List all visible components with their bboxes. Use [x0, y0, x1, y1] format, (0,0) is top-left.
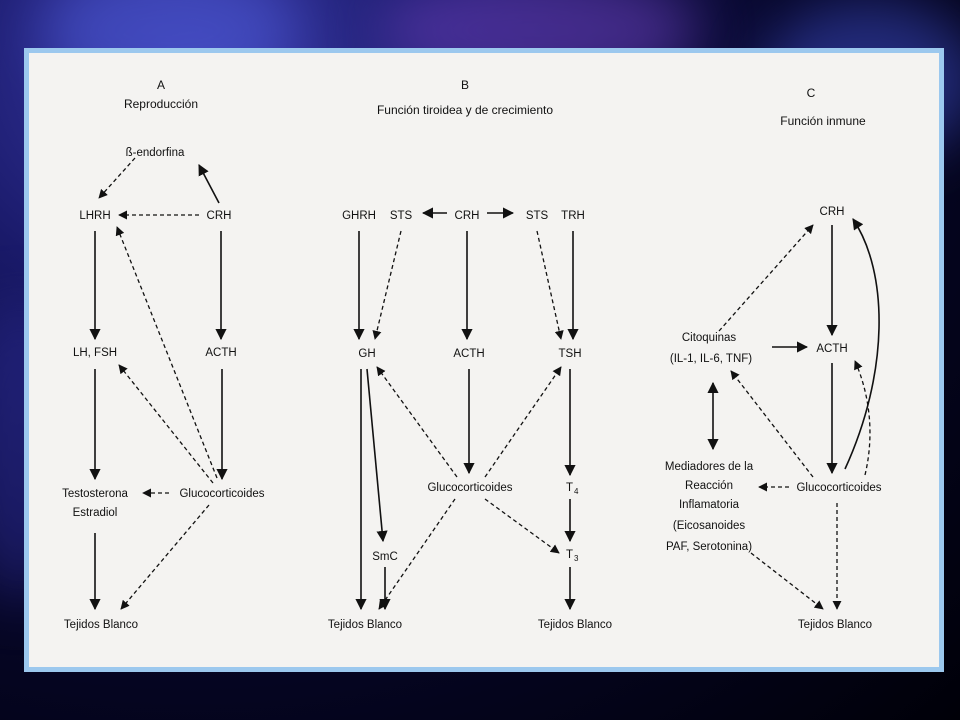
- node-trh: TRH: [561, 210, 585, 222]
- arrow-mediadores-tejidos: [751, 553, 823, 609]
- node-mediadores: Mediadores de la: [664, 461, 754, 473]
- arrow-gluco-lhfsh: [119, 365, 213, 483]
- node-citoquinas-il: (IL-1, IL-6, TNF): [669, 353, 753, 365]
- node-gh: GH: [358, 348, 376, 360]
- node-crh-c: CRH: [819, 206, 845, 218]
- node-glucocorticoides-c: Glucocorticoides: [796, 482, 882, 494]
- arrow-gluco-tejidos: [121, 505, 209, 609]
- node-crh-b: CRH: [454, 210, 480, 222]
- panel-a: [62, 78, 265, 631]
- node-glucocorticoides-b: Glucocorticoides: [427, 482, 513, 494]
- panel-c-title: Función inmune: [780, 114, 866, 128]
- node-acth-b: ACTH: [453, 348, 485, 360]
- node-lh-fsh: LH, FSH: [72, 347, 118, 359]
- node-testosterona: Testosterona: [62, 488, 128, 500]
- node-ghrh: GHRH: [342, 210, 376, 222]
- panel-a-letter: A: [156, 78, 166, 92]
- node-eicosanoides: (Eicosanoides: [672, 520, 746, 532]
- arrow-gh-smc: [367, 369, 383, 541]
- node-glucocorticoides-a: Glucocorticoides: [179, 488, 265, 500]
- node-sts-left: STS: [389, 210, 413, 222]
- arrow-gluco-lhrh: [117, 227, 217, 478]
- node-t3: T: [566, 549, 574, 561]
- arrow-sts-gh: [375, 231, 401, 339]
- panel-c: [665, 86, 882, 631]
- panel-b: [328, 78, 612, 631]
- hormone-diagram: [29, 53, 949, 677]
- node-t4: T: [566, 482, 574, 494]
- arrow-gluco-gh: [377, 367, 457, 477]
- arrow-gluco-t3: [485, 499, 559, 553]
- node-paf-serotonina: PAF, Serotonina): [665, 541, 753, 553]
- panel-b-letter: B: [460, 78, 470, 92]
- arrow-crh-endorfina: [199, 165, 219, 203]
- panel-c-letter: C: [806, 86, 816, 100]
- arrow-citoquinas-crh: [719, 225, 813, 331]
- node-tsh: TSH: [558, 348, 582, 360]
- node-inflamatoria: Inflamatoria: [678, 499, 740, 511]
- arrow-gluco-crh: [845, 219, 879, 469]
- node-tejidos-blanco-c: Tejidos Blanco: [797, 619, 873, 631]
- slide-frame: [24, 48, 944, 672]
- node-sts-right: STS: [525, 210, 549, 222]
- node-b-endorfina: ß-endorfina: [125, 147, 185, 159]
- node-reaccion: Reacción: [685, 480, 733, 492]
- arrow-sts-tsh: [537, 231, 561, 339]
- node-tejidos-blanco-b-left: Tejidos Blanco: [327, 619, 403, 631]
- node-t3-subscript: 3: [574, 554, 579, 563]
- node-citoquinas: Citoquinas: [681, 332, 737, 344]
- node-smc: SmC: [372, 551, 398, 563]
- node-lhrh: LHRH: [79, 210, 111, 222]
- panel-a-title: Reproducción: [123, 97, 199, 111]
- arrow-gluco-tsh: [485, 367, 561, 477]
- node-crh-a: CRH: [206, 210, 232, 222]
- node-tejidos-blanco-a: Tejidos Blanco: [63, 619, 139, 631]
- node-acth-c: ACTH: [816, 343, 848, 355]
- node-acth-a: ACTH: [205, 347, 237, 359]
- arrow-endorfina-lhrh: [99, 158, 135, 198]
- node-tejidos-blanco-b-right: Tejidos Blanco: [537, 619, 613, 631]
- node-estradiol: Estradiol: [72, 507, 118, 519]
- arrow-gluco-acth: [855, 361, 870, 475]
- node-t4-subscript: 4: [574, 487, 579, 496]
- panel-b-title: Función tiroidea y de crecimiento: [376, 103, 554, 117]
